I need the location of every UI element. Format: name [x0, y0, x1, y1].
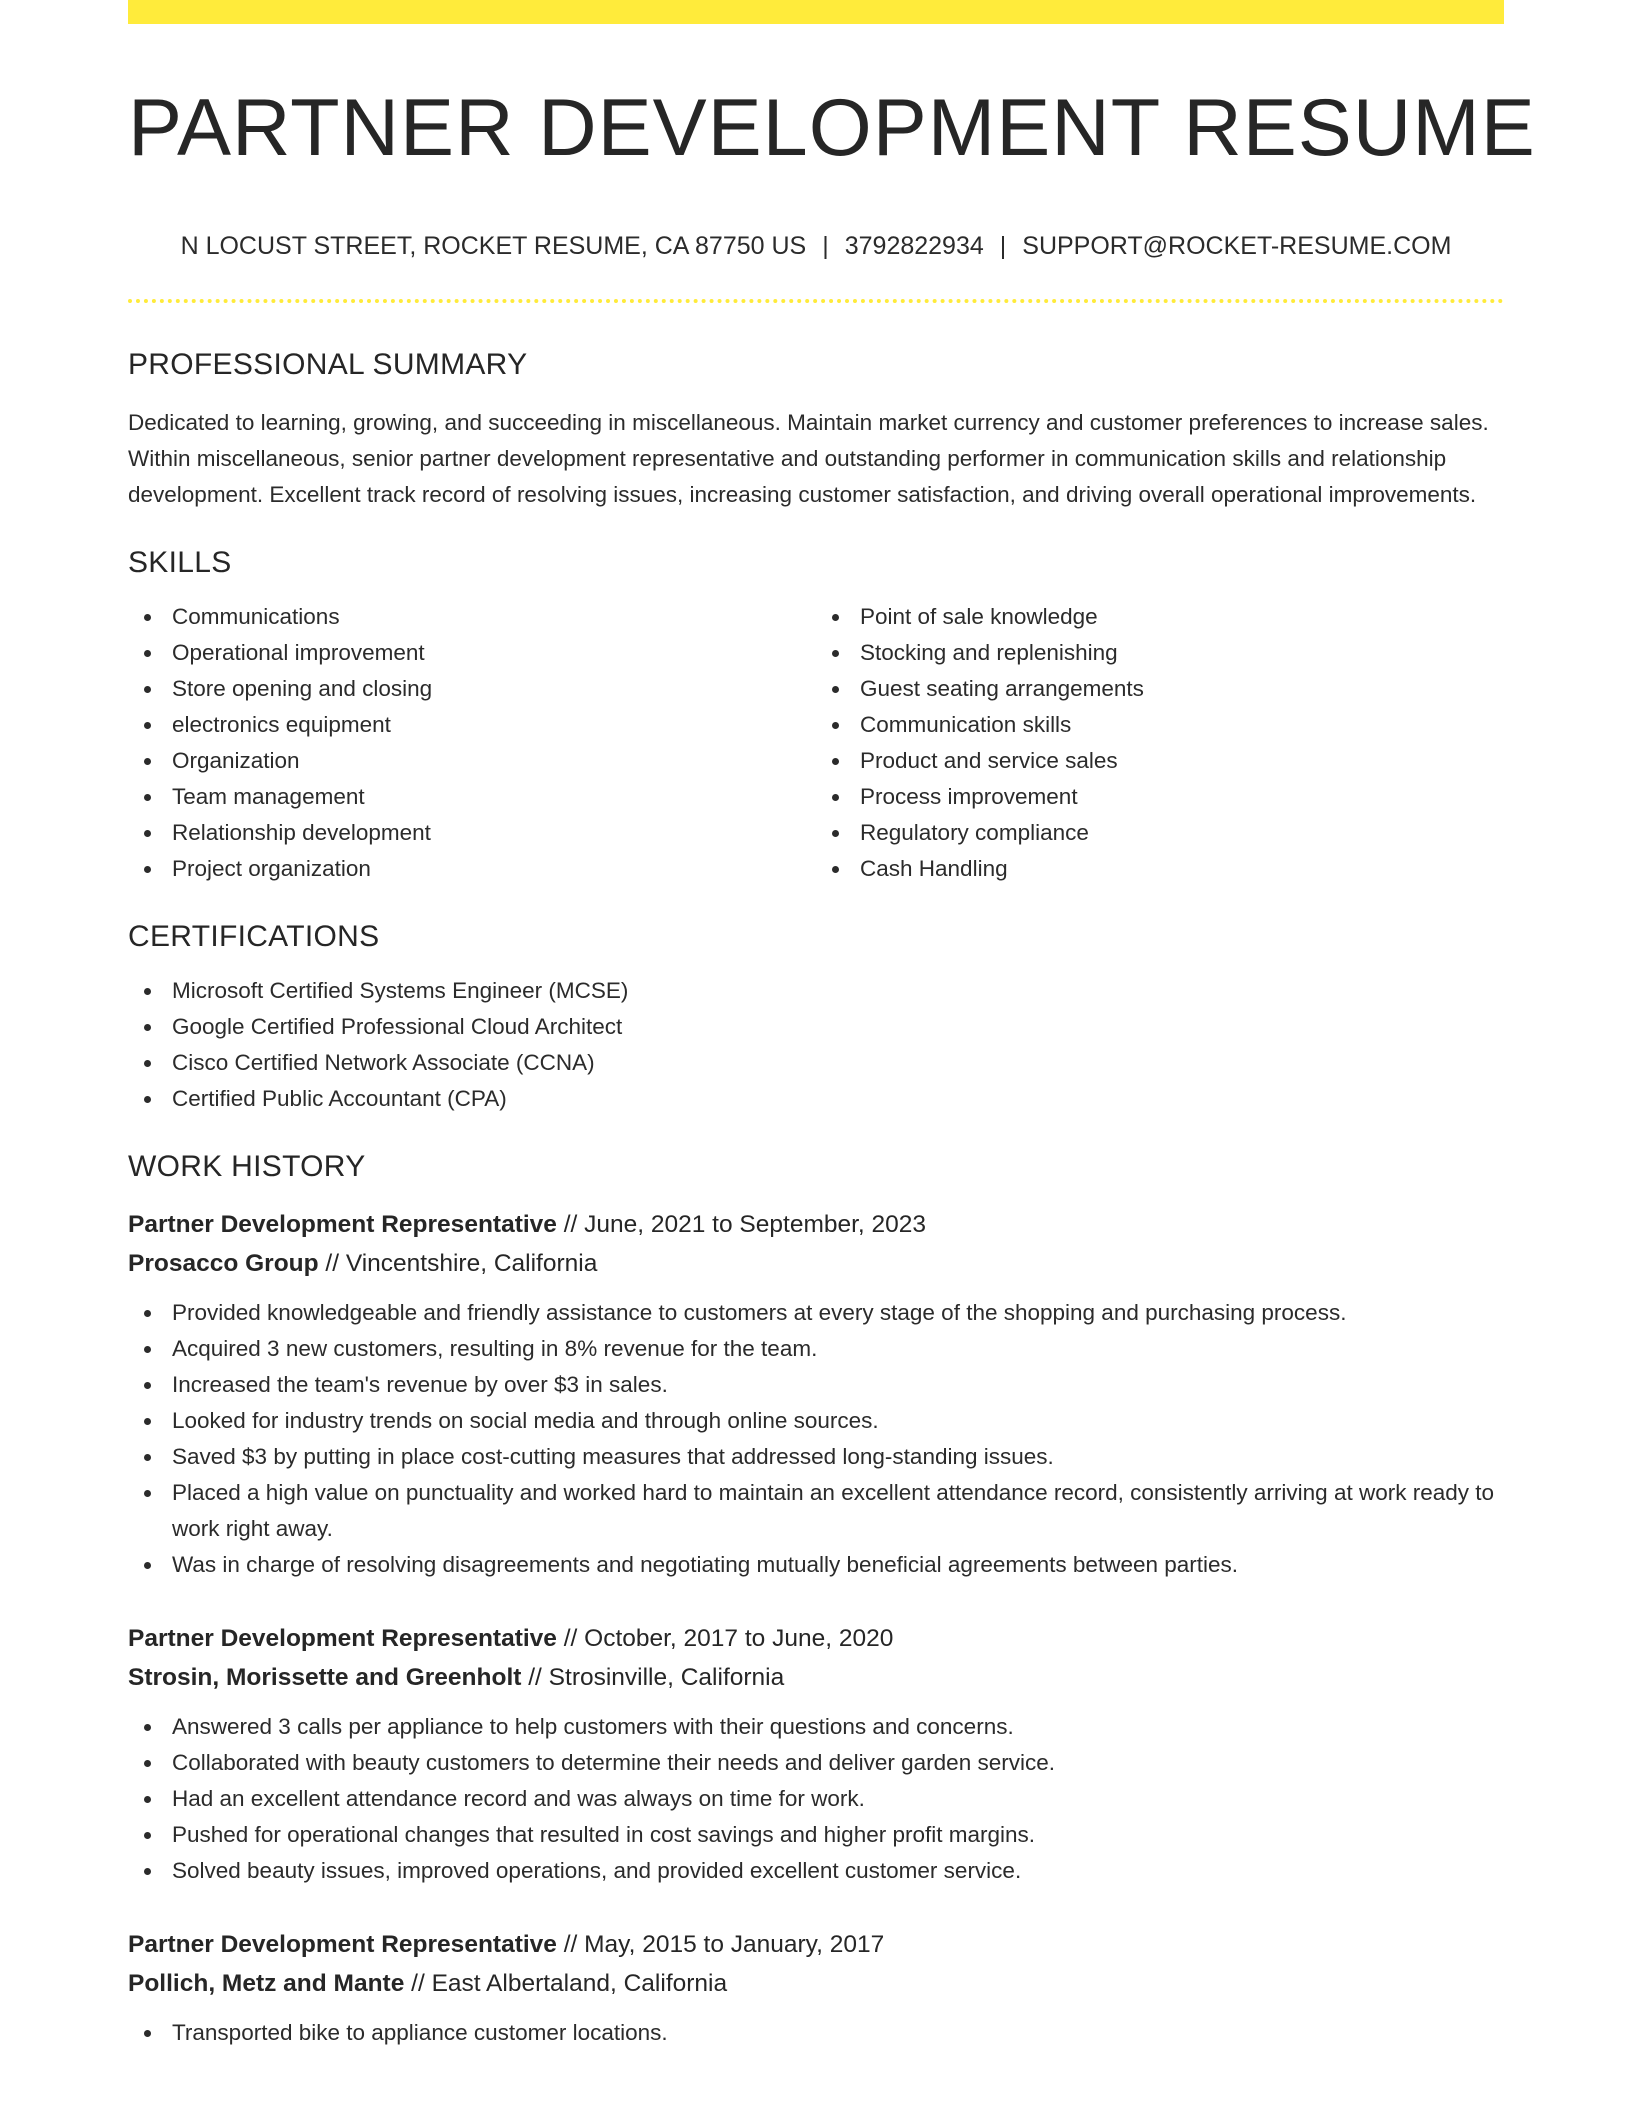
job-company-line [128, 1658, 1504, 1697]
skill-item: Process improvement [860, 779, 1504, 815]
skill-item: Stocking and replenishing [860, 635, 1504, 671]
skills-left-list [128, 599, 816, 887]
job-bullet: Solved beauty issues, improved operations, and provided excellent customer service. [172, 1853, 1504, 1889]
job-bullet: Provided knowledgeable and friendly assistance to customers at every stage of the shopping and purchasing process. [172, 1295, 1504, 1331]
job-bullet: Increased the team's revenue by over $3 in sales. [172, 1367, 1504, 1403]
job-bullet: Transported bike to appliance customer locations. [172, 2015, 1504, 2051]
contact-address: N LOCUST STREET, ROCKET RESUME, CA 87750 US [180, 232, 807, 261]
job-bullet: Placed a high value on punctuality and worked hard to maintain an excellent attendance record, consistently arriving at work ready to work right away. [172, 1475, 1504, 1547]
job-bullets [128, 1709, 1504, 1889]
job-bullet: Was in charge of resolving disagreements and negotiating mutually beneficial agreements between parties. [172, 1547, 1504, 1583]
job-role: Partner Development Representative [128, 1931, 557, 1959]
job-company-line [128, 1964, 1504, 2003]
job-bullet: Looked for industry trends on social media and through online sources. [172, 1403, 1504, 1439]
job-title-line [128, 1205, 1504, 1244]
work-history-heading: WORK HISTORY [128, 1150, 366, 1184]
job-dates: // October, 2017 to June, 2020 [556, 1625, 894, 1653]
skills-heading: SKILLS [128, 546, 232, 580]
skill-item: Point of sale knowledge [860, 599, 1504, 635]
skills-columns [128, 599, 1504, 887]
job-bullet: Saved $3 by putting in place cost-cutting measures that addressed long-standing issues. [172, 1439, 1504, 1475]
summary-text: Dedicated to learning, growing, and succeeding in miscellaneous. Maintain market currency and customer preferences to increase sales. Within miscellaneous, senior partner development representative and outstanding performer in communication skills and relationship development. Excellent track record of resolving issues, increasing customer satisfaction, and driving overall operational improvements. [128, 410, 1489, 508]
job-company-line [128, 1244, 1504, 1283]
job-company: Strosin, Morissette and Greenholt [128, 1664, 522, 1692]
resume-title: PARTNER DEVELOPMENT RESUME [128, 83, 1536, 173]
job-entry [128, 1205, 1504, 1583]
dotted-divider [128, 299, 1504, 303]
skill-item: Team management [172, 779, 816, 815]
resume-page [128, 0, 1536, 2051]
job-role: Partner Development Representative [128, 1211, 557, 1239]
top-accent-bar [128, 0, 1504, 24]
job-location: // Vincentshire, California [318, 1250, 598, 1278]
contact-line [128, 231, 1504, 261]
skill-item: Project organization [172, 851, 816, 887]
job-entry [128, 1619, 1504, 1889]
skill-item: Cash Handling [860, 851, 1504, 887]
skill-item: electronics equipment [172, 707, 816, 743]
skill-item: Communications [172, 599, 816, 635]
skill-item: Organization [172, 743, 816, 779]
contact-separator: | [822, 232, 829, 261]
job-bullet: Acquired 3 new customers, resulting in 8% revenue for the team. [172, 1331, 1504, 1367]
skill-item: Operational improvement [172, 635, 816, 671]
certifications-heading: CERTIFICATIONS [128, 920, 380, 954]
certification-item: Google Certified Professional Cloud Architect [172, 1009, 1504, 1045]
certification-item: Cisco Certified Network Associate (CCNA) [172, 1045, 1504, 1081]
certification-item: Microsoft Certified Systems Engineer (MCSE) [172, 973, 1504, 1009]
job-bullet: Collaborated with beauty customers to determine their needs and deliver garden service. [172, 1745, 1504, 1781]
job-title-line [128, 1619, 1504, 1658]
skill-item: Communication skills [860, 707, 1504, 743]
skill-item: Store opening and closing [172, 671, 816, 707]
job-title-line [128, 1925, 1504, 1964]
job-company: Pollich, Metz and Mante [128, 1970, 405, 1998]
job-dates: // June, 2021 to September, 2023 [556, 1211, 927, 1239]
certifications-list [128, 973, 1504, 1117]
job-bullet: Had an excellent attendance record and was always on time for work. [172, 1781, 1504, 1817]
certification-item: Certified Public Accountant (CPA) [172, 1081, 1504, 1117]
job-bullets [128, 2015, 1504, 2051]
job-role: Partner Development Representative [128, 1625, 557, 1653]
contact-phone: 3792822934 [844, 232, 984, 261]
job-company: Prosacco Group [128, 1250, 319, 1278]
contact-separator: | [999, 232, 1007, 261]
job-bullet: Pushed for operational changes that resulted in cost savings and higher profit margins. [172, 1817, 1504, 1853]
job-bullets [128, 1295, 1504, 1583]
summary-heading: PROFESSIONAL SUMMARY [128, 348, 528, 382]
contact-email: SUPPORT@ROCKET-RESUME.COM [1022, 232, 1452, 261]
job-dates: // May, 2015 to January, 2017 [556, 1931, 885, 1959]
skill-item: Product and service sales [860, 743, 1504, 779]
skills-right-list [816, 599, 1504, 887]
job-entry [128, 1925, 1504, 2051]
job-location: // Strosinville, California [521, 1664, 785, 1692]
job-location: // East Albertaland, California [404, 1970, 728, 1998]
skill-item: Guest seating arrangements [860, 671, 1504, 707]
skill-item: Regulatory compliance [860, 815, 1504, 851]
job-bullet: Answered 3 calls per appliance to help customers with their questions and concerns. [172, 1709, 1504, 1745]
skill-item: Relationship development [172, 815, 816, 851]
